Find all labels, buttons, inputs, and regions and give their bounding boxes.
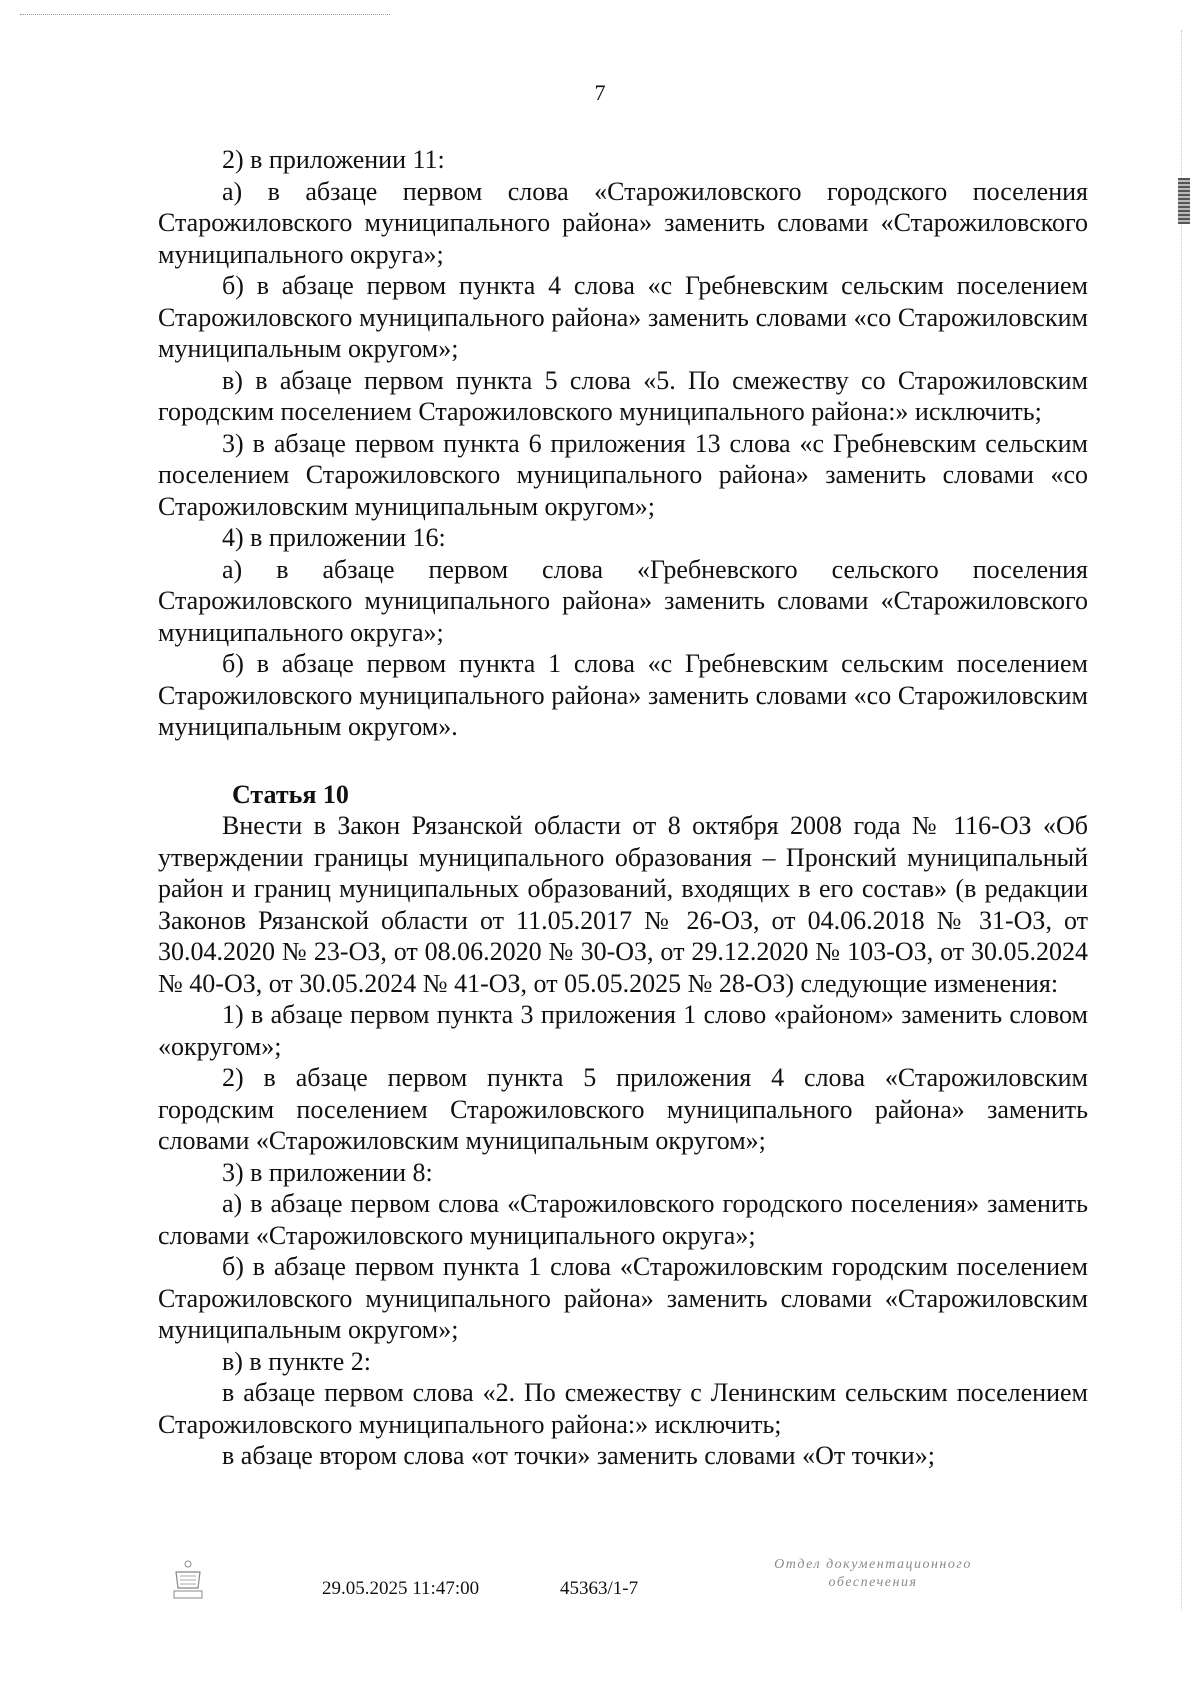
paragraph-before-3: в) в абзаце первом пункта 5 слова «5. По смежеству со Старожиловским городским поселением Старожиловского муниципального района:» исключить;: [158, 365, 1088, 426]
paragraph-after-5: б) в абзаце первом пункта 1 слова «Старожиловским городским поселением Старожиловского муниципального района» заменить словами «Старожиловским муниципальным округом»;: [158, 1252, 1088, 1344]
paragraph-before-2: б) в абзаце первом пункта 4 слова «с Гребневским сельским поселением Старожиловского муниципального района» заменить словами «со Старожиловским муниципальным округом»;: [158, 271, 1088, 363]
paragraph-after-6: в) в пункте 2:: [222, 1346, 371, 1376]
page-footer: [0, 1550, 1200, 1630]
paragraph-after-7: в абзаце первом слова «2. По смежеству с Ленинским сельским поселением Старожиловского муниципального района:» исключить;: [158, 1378, 1088, 1439]
scan-side-block: [1178, 178, 1190, 224]
footer-doc-code: 45363/1-7: [560, 1578, 639, 1599]
footer-department-stamp: Отдел документационного обеспечения: [774, 1557, 972, 1590]
paragraph-before-5: 4) в приложении 16:: [222, 523, 446, 552]
footer-datetime: 29.05.2025 11:47:00: [322, 1578, 480, 1599]
paragraph-after-4: а) в абзаце первом слова «Старожиловского городского поселения» заменить словами «Старожиловского муниципального округа»;: [158, 1189, 1088, 1250]
paragraph-after-3: 3) в приложении 8:: [222, 1157, 433, 1187]
paragraph-before-7: б) в абзаце первом пункта 1 слова «с Гребневским сельским поселением Старожиловского муниципального района» заменить словами «со Старожиловским муниципальным округом».: [158, 649, 1088, 741]
paragraph-before-6: а) в абзаце первом слова «Гребневского сельского поселения Старожиловского муниципального района» заменить словами «Старожиловского муниципального округа»;: [158, 554, 1088, 647]
paragraph-before-4: 3) в абзаце первом пункта 6 приложения 13 слова «с Гребневским сельским поселением Старожиловского муниципального района» заменить словами «со Старожиловским муниципальным округом»;: [158, 428, 1088, 521]
paragraph-after-2: 2) в абзаце первом пункта 5 приложения 4 слова «Старожиловским городским поселением Старожиловского муниципального района» заменить словами «Старожиловским муниципальным округом»;: [158, 1063, 1088, 1155]
scan-top-rule: [20, 14, 390, 15]
emblem-stamp-icon: [168, 1558, 208, 1602]
page-number: 7: [594, 80, 606, 105]
document-body: [158, 144, 1088, 1472]
paragraph-before-1: а) в абзаце первом слова «Старожиловского городского поселения Старожиловского муниципального района» заменить словами «Старожиловского муниципального округа»;: [158, 176, 1088, 269]
article-heading: Статья 10: [232, 779, 349, 809]
paragraph-before-0: 2) в приложении 11:: [222, 145, 445, 174]
scan-side-marks: [1181, 30, 1186, 1610]
paragraph-after-8: в абзаце втором слова «от точки» заменить словами «От точки»;: [222, 1441, 935, 1470]
paragraph-after-0: Внести в Закон Рязанской области от 8 октября 2008 года № 116-ОЗ «Об утверждении границы муниципального образования – Пронский муниципальный район и границ муниципальных образований, входящих в его состав» (в редакции Законов Рязанской области от 11.05.2017 № 26-ОЗ, от 04.06.2018 № 31-ОЗ, от 30.04.2020 № 23-ОЗ, от 08.06.2020 № 30-ОЗ, от 29.12.2020 № 103-ОЗ, от 30.05.2024 № 40-ОЗ, от 30.05.2024 № 41-ОЗ, от 05.05.2025 № 28-ОЗ) следующие изменения:: [158, 811, 1088, 998]
paragraph-after-1: 1) в абзаце первом пункта 3 приложения 1 слово «районом» заменить словом «округом»;: [158, 1000, 1088, 1061]
